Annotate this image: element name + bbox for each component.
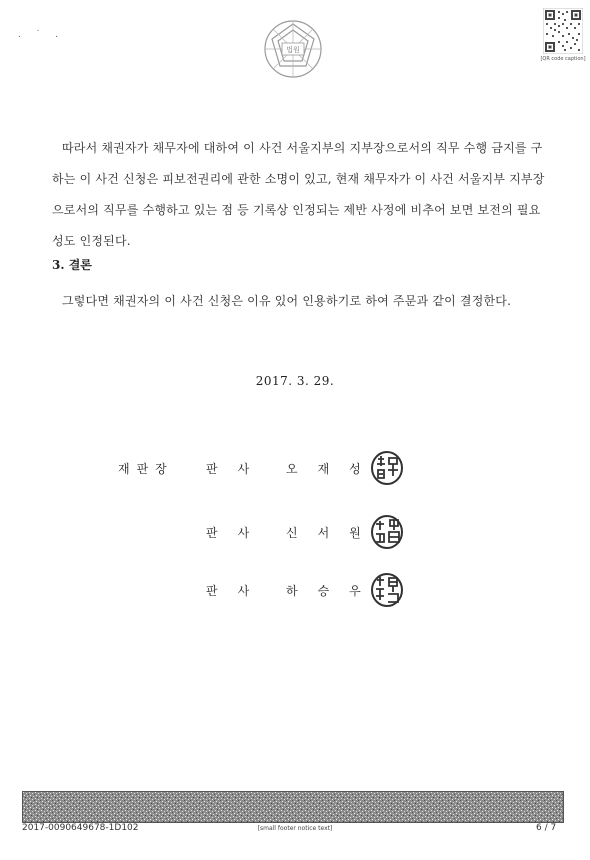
judge-title: 판사 [206,584,270,598]
judge-title: 판사 [206,526,270,540]
judge-seal-icon [370,572,404,608]
page-number: 6 / 7 [536,823,557,833]
footer-notice: [small footer notice text] [257,825,333,832]
body-paragraph: 따라서 채권자가 채무자에 대하여 이 사건 서울지부의 지부장으로서의 직무 수행 금지를 구하는 이 사건 신청은 피보전권리에 관한 소명이 있고, 현재 채무자가 이 사건 서울지부 지부장으로서의 직무를 수행하고 있는 점 등 기록상 인정되는 제반 사정에 비추어 보면 보전의 필요성도 인정된다. [52,141,545,248]
emblem-label: 법원 [286,46,300,54]
document-number: 2017-0090649678-1D102 [22,823,139,833]
judge-name: 신서원 [286,526,381,540]
section-heading: 3. 결론 [52,258,92,272]
signature-row [0,514,590,554]
court-emblem-icon [262,18,324,80]
judge-title: 판사 [206,462,270,476]
signature-row [0,450,590,490]
security-pattern [22,791,564,823]
decision-date: 2017. 3. 29. [255,374,335,388]
judge-seal-icon [370,514,404,550]
judge-name: 오재성 [286,462,381,476]
judge-role: 재판장 [118,462,174,476]
body-paragraph: 그렇다면 채권자의 이 사건 신청은 이유 있어 인용하기로 하여 주문과 같이 결정한다. [62,294,512,308]
judge-name: 하승우 [286,584,381,598]
signature-row [0,572,590,612]
qr-caption: [QR code caption] [540,56,586,62]
judge-seal-icon [370,450,404,486]
scan-specks: . ˙ . [18,30,64,40]
qr-code-icon [543,8,583,54]
